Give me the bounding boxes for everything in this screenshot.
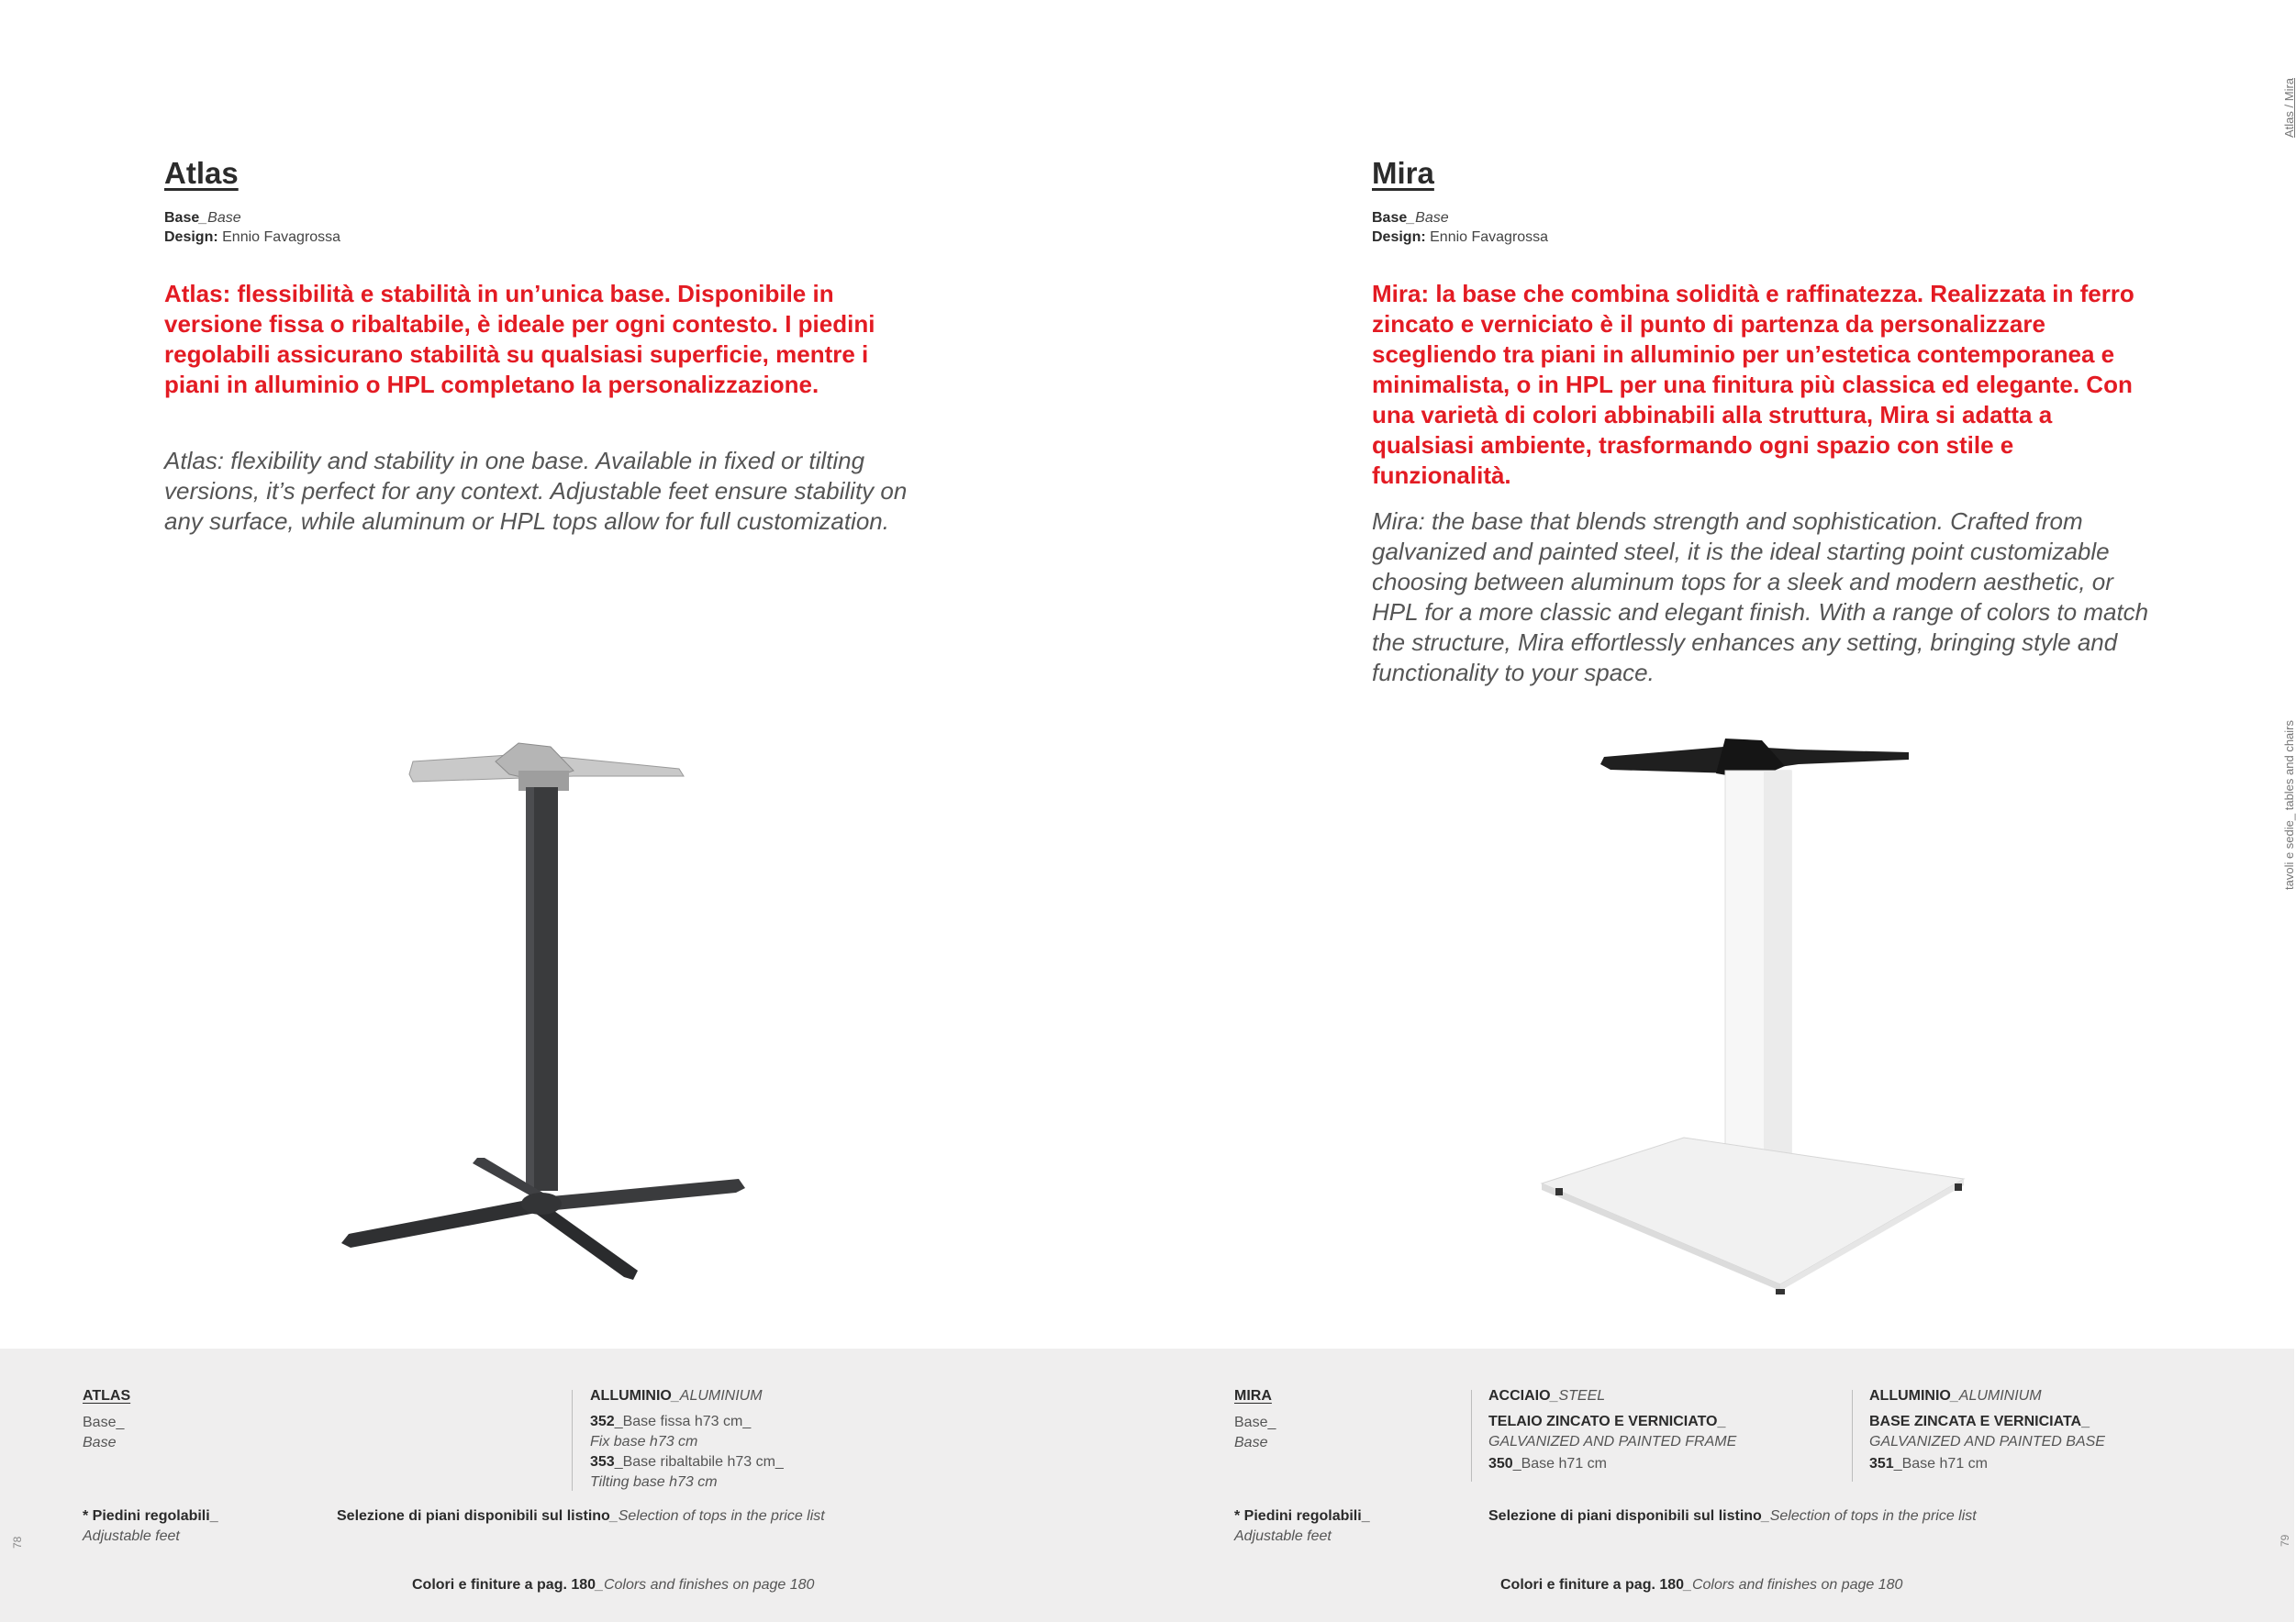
mira-base-image [1523,729,2001,1298]
atlas-item2-code: 353 [590,1454,615,1470]
atlas-base-en: _Base [199,210,241,226]
mira-title: Mira [1372,156,1434,190]
mira-base-label: Base [1372,210,1408,226]
mira-colors [1500,1575,1902,1595]
mira-meta [1372,208,1548,247]
mira-col2-sub-en: GALVANIZED AND PAINTED BASE [1869,1434,2105,1450]
mira-spec-base-en: Base [1234,1435,1268,1450]
divider [572,1390,573,1491]
mira-tops-en: _Selection of tops in the price list [1761,1508,1977,1524]
mira-col2-code: 351 [1869,1456,1894,1472]
atlas-base-image [321,734,762,1303]
mira-col2-material-en: _ALUMINIUM [1950,1388,2042,1404]
atlas-colors-en: _Colors and finishes on page 180 [596,1577,815,1593]
mira-design-label: Design: [1372,229,1426,245]
mira-col1-code: 350 [1488,1456,1513,1472]
atlas-material-it: ALLUMINIO [590,1388,672,1404]
mira-col2-sub-it: BASE ZINCATA E VERNICIATA_ [1869,1414,2090,1429]
divider [1471,1390,1472,1482]
mira-feet [1234,1506,1370,1547]
mira-base-en: _Base [1407,210,1449,226]
atlas-material-en: _ALUMINIUM [671,1388,763,1404]
atlas-lead-english: Atlas: flexibility and stability in one base. Available in fixed or tilting versions, it’s perfect for any context. Adjustable feet ensure stability on any surface, while aluminum or HPL tops allow for full customization. [164,447,908,535]
mira-tops-it: Selezione di piani disponibili sul listino [1488,1508,1762,1524]
mira-col2-material-it: ALLUMINIO [1869,1388,1951,1404]
side-caption-middle: tavoli e sedie_ tables and chairs [2282,719,2296,890]
mira-col1-sub-en: GALVANIZED AND PAINTED FRAME [1488,1434,1737,1450]
atlas-tops-en: _Selection of tops in the price list [609,1508,825,1524]
atlas-item2-it: _Base ribaltabile h73 cm_ [614,1454,784,1470]
atlas-design-label: Design: [164,229,218,245]
mira-col1-material-it: ACCIAIO [1488,1388,1551,1404]
mira-col1-material-en: _STEEL [1550,1388,1606,1404]
mira-lead-english: Mira: the base that blends strength and sophistication. Crafted from galvanized and painted steel, it is the ideal starting point customizable choosing between aluminum tops for a sleek and modern aesthetic, or HPL for a more classic and elegant finish. With a range of colors to match the structure, Mira effortlessly enhances any setting, bringing style and functionality to your space. [1372,507,2149,686]
atlas-title: Atlas [164,156,239,190]
mira-col1-sub-it: TELAIO ZINCATO E VERNICIATO_ [1488,1414,1726,1429]
mira-feet-it: * Piedini regolabili_ [1234,1508,1370,1524]
mira-designer: Ennio Favagrossa [1425,229,1549,245]
mira-spec-col1 [1488,1386,1736,1474]
mira-col2-item: _Base h71 cm [1893,1456,1988,1472]
mira-spec-base-it: Base_ [1234,1415,1276,1430]
divider [1852,1390,1853,1482]
mira-lead-italian: Mira: la base che combina solidità e raffinatezza. Realizzata in ferro zincato e verniciato è il punto di partenza da personalizzare scegliendo tra piani in alluminio per un’estetica contemporanea e minimalista, o in HPL per una finitura più classica ed elegante. Con una varietà di colori abbinabili alla struttura, Mira si adatta a qualsiasi ambiente, trasformando ogni spazio con stile e funzionalità. [1372,280,2134,489]
mira-spec-col2 [1869,1386,2105,1474]
atlas-feet-it: * Piedini regolabili_ [83,1508,218,1524]
atlas-feet [83,1506,218,1547]
atlas-base-label: Base [164,210,200,226]
atlas-item1-it: _Base fissa h73 cm_ [614,1414,752,1429]
atlas-tops-it: Selezione di piani disponibili sul listino [337,1508,610,1524]
atlas-colors-it: Colori e finiture a pag. 180 [412,1577,596,1593]
page-number-right: 79 [2279,1534,2291,1547]
atlas-spec-name: ATLAS [83,1388,131,1404]
mira-colors-it: Colori e finiture a pag. 180 [1500,1577,1685,1593]
atlas-feet-en: Adjustable feet [83,1528,180,1544]
atlas-colors [412,1575,814,1595]
atlas-spec-base-en: Base [83,1435,117,1450]
atlas-spec-base-it: Base_ [83,1415,125,1430]
mira-colors-en: _Colors and finishes on page 180 [1684,1577,1903,1593]
mira-spec-base [1234,1413,1276,1453]
mira-spec-name: MIRA [1234,1388,1272,1404]
atlas-meta [164,208,340,247]
mira-col1-item: _Base h71 cm [1512,1456,1607,1472]
mira-tops [1488,1506,1977,1527]
side-caption-top: Atlas / Mira [2282,77,2296,138]
page-number-left: 78 [11,1536,24,1549]
atlas-item2-en: Tilting base h73 cm [590,1474,718,1490]
atlas-lead-italian: Atlas: flessibilità e stabilità in un’unica base. Disponibile in versione fissa o ribaltabile, è ideale per ogni contesto. I piedini regolabili assicurano stabilità su qualsiasi superficie, mentre i piani in alluminio o HPL completano la personalizzazione. [164,280,875,398]
atlas-spec-base [83,1413,124,1453]
atlas-designer: Ennio Favagrossa [217,229,341,245]
atlas-spec-material [590,1386,784,1493]
mira-feet-en: Adjustable feet [1234,1528,1332,1544]
atlas-item1-code: 352 [590,1414,615,1429]
atlas-tops [337,1506,825,1527]
atlas-item1-en: Fix base h73 cm [590,1434,698,1450]
